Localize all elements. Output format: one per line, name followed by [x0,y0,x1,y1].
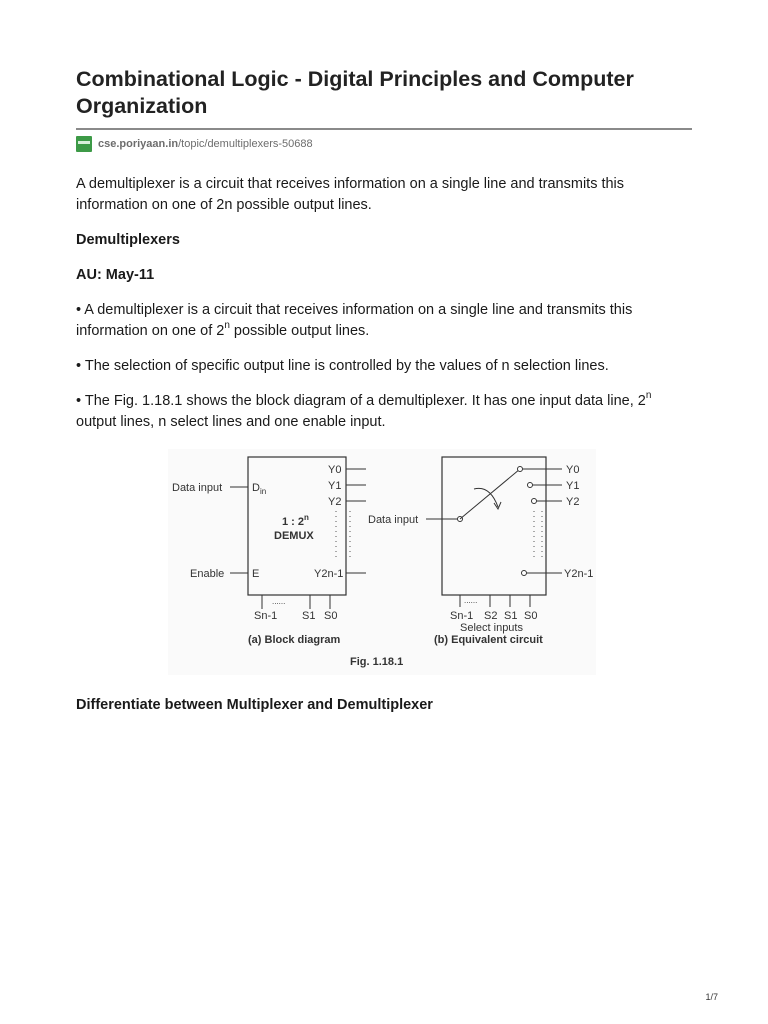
din-label: $D_{in}$ [252,482,267,496]
block-select-sn1: Sn-1 [254,610,278,622]
equiv-output-y1: Y1 [566,480,580,492]
block-select-dots: ...... [272,597,286,606]
bullet-selection: • The selection of specific output line is controlled by the values of n selection lines. [76,358,609,374]
page-number: 1/7 [705,992,718,1002]
source-link[interactable] [98,138,313,150]
exam-reference-heading: AU: May-11 [76,267,155,283]
demux-name: DEMUX [274,530,314,542]
contact-y2 [532,499,537,504]
block-select-s1: S1 [302,610,316,622]
block-output-last: Y2n-1 [314,568,344,580]
block-caption: (a) Block diagram [248,634,341,646]
contact-last [522,571,527,576]
bullet-block-diagram-text: • The Fig. 1.18.1 shows the block diagram of a demultiplexer. It has one input data line, 2 [76,393,646,409]
block-data-input-label: Data input [172,482,223,494]
block-enable-label: Enable [190,568,225,580]
equiv-select-sn1: Sn-1 [450,610,474,622]
bullet-definition-text: • A demultiplexer is a circuit that receives information on a single line and transmits this information on one of 2 [76,302,633,339]
equiv-output-y2: Y2 [566,496,580,508]
select-inputs-label: Select inputs [460,622,523,634]
bullet-block-diagram [76,391,692,433]
source-line [76,134,692,154]
equiv-select-s2: S2 [484,610,498,622]
section-heading-differentiate: Differentiate between Multiplexer and Demultiplexer [76,697,433,713]
title-divider [76,128,692,130]
equiv-select-dots: ...... [464,596,478,605]
block-output-y0: Y0 [328,464,342,476]
figure-label: Fig. 1.18.1 [350,656,404,668]
equiv-output-last: Y2n-1 [564,568,594,580]
contact-y0 [518,467,523,472]
contact-y1 [528,483,533,488]
intro-paragraph: A demultiplexer is a circuit that receives information on a single line and transmits this information on one of 2n possible output lines. [76,176,625,213]
source-path: /topic/demultiplexers-50688 [178,138,313,150]
equiv-caption: (b) Equivalent circuit [434,634,543,646]
enable-pin-label: E [252,568,260,580]
superscript-n: n [645,390,652,402]
equiv-select-s1: S1 [504,610,518,622]
equiv-select-s0: S0 [524,610,538,622]
demux-figure [168,449,596,675]
equiv-data-input-label: Data input [368,514,419,526]
document-page [76,66,692,716]
block-select-s0: S0 [324,610,338,622]
page-title: Combinational Logic - Digital Principles and Computer Organization [76,67,634,118]
section-heading-demultiplexers: Demultiplexers [76,232,180,248]
bullet-block-diagram-text-end: output lines, n select lines and one enable input. [76,414,386,430]
source-domain: cse.poriyaan.in [98,138,179,150]
site-favicon-icon [76,136,92,152]
superscript-n: n [224,320,230,332]
block-output-y1: Y1 [328,480,342,492]
equivalent-block [442,457,546,595]
block-output-y2: Y2 [328,496,342,508]
bullet-definition [76,300,692,342]
bullet-definition-text-end: possible output lines. [229,323,370,339]
demux-diagram [168,449,596,675]
ratio-label: 1 : 2$^n$ [282,513,309,528]
switch-arm [460,469,520,519]
equiv-output-y0: Y0 [566,464,580,476]
